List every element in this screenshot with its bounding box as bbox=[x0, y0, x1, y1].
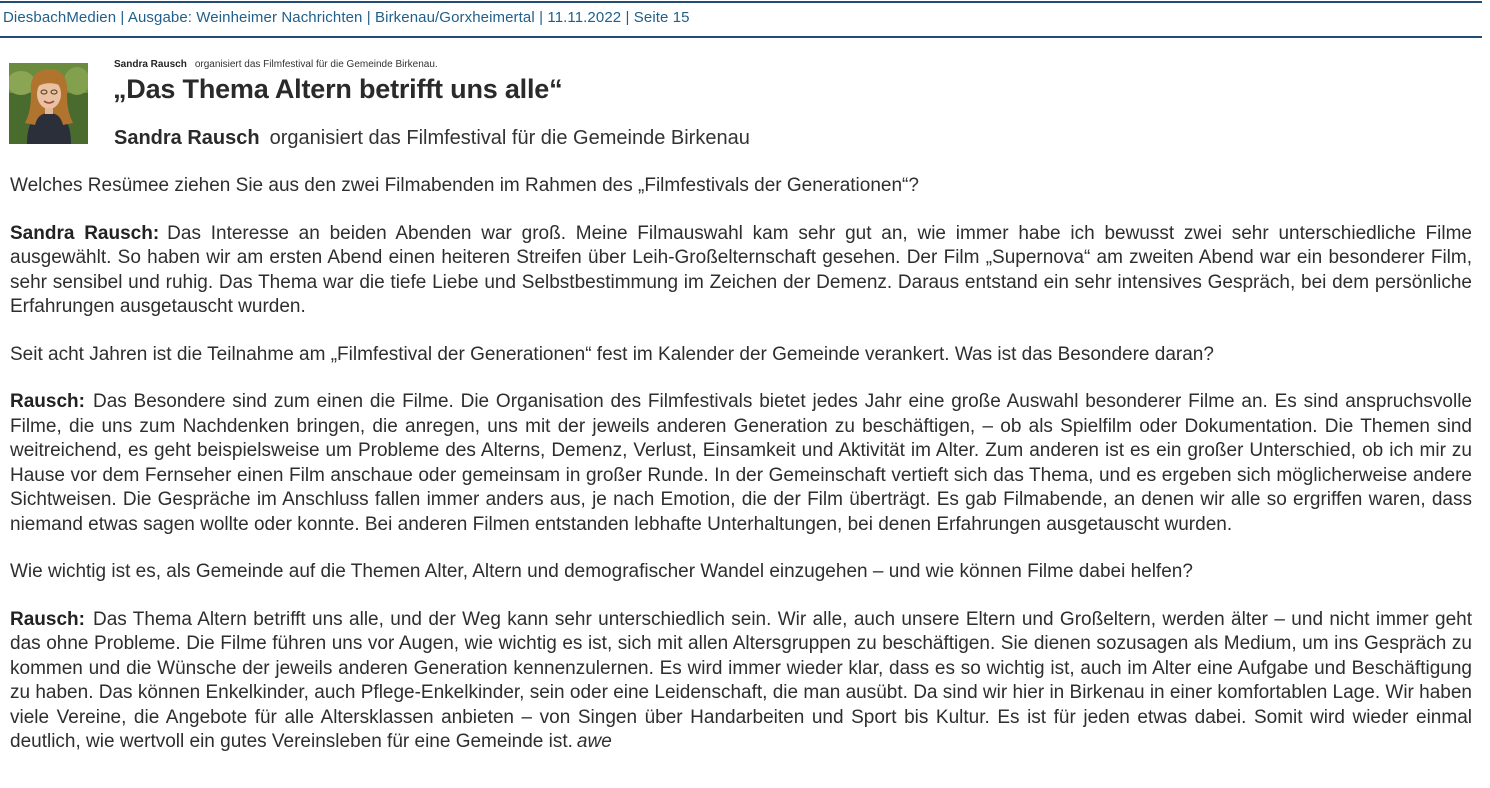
top-rule bbox=[0, 1, 1482, 3]
subtitle-name: Sandra Rausch bbox=[114, 127, 260, 149]
header-rule bbox=[0, 36, 1482, 38]
separator: | bbox=[539, 9, 548, 26]
section-link[interactable]: Birkenau/Gorxheimertal bbox=[375, 9, 535, 26]
kicker-name: Sandra Rausch bbox=[114, 59, 187, 70]
subtitle bbox=[114, 127, 750, 150]
edition-link[interactable]: Ausgabe: Weinheimer Nachrichten bbox=[127, 9, 363, 26]
kicker bbox=[114, 59, 438, 70]
author-signature: awe bbox=[576, 731, 612, 752]
date-link[interactable]: 11.11.2022 bbox=[547, 9, 622, 26]
portrait-icon bbox=[9, 63, 88, 144]
separator: | bbox=[625, 9, 634, 26]
answer-3-speaker: Rausch: bbox=[10, 608, 85, 630]
answer-2 bbox=[10, 390, 1472, 537]
answer-1 bbox=[10, 222, 1472, 320]
answer-2-text: Das Besondere sind zum einen die Filme. Die Organisation des Filmfestivals bietet jedes Jahr eine große Auswahl besonderer Filme an. Es sind anspruchsvolle Filme, die uns zum Nachdenken bringen, die anregen, uns mit der jeweils anderen Generation zu beschäftigen, – ob als Spielfilm oder Dokumentation. Die Themen sind weitreichend, es geht beispielsweise um Probleme des Alterns, Demenz, Verlust, Einsamkeit und Aktivität im Alter. Zum anderen ist es ein großer Unterschied, ob ich mir zu Hause vor dem Fernseher einen Film anschaue oder gemeinsam in großer Runde. In der Gemeinschaft vertieft sich das Thema, und es ergeben sich möglicherweise andere Sichtweisen. Die Gespräche im Anschluss fallen immer anders aus, je nach Emotion, die der Film überträgt. Es gab Filmabende, an denen wir alle so ergriffen waren, dass niemand etwas sagen wollte oder konnte. Bei anderen Filmen entstanden lebhafte Unterhaltungen, bei denen Erfahrungen ausgetauscht wurden. bbox=[10, 391, 1472, 535]
portrait-photo bbox=[9, 63, 88, 144]
answer-1-speaker: Sandra Rausch: bbox=[10, 222, 160, 244]
separator: | bbox=[120, 9, 128, 26]
answer-3 bbox=[10, 608, 1472, 755]
question-1: Welches Resümee ziehen Sie aus den zwei Filmabenden im Rahmen des „Filmfestivals der Generationen“? bbox=[10, 175, 919, 196]
question-2: Seit acht Jahren ist die Teilnahme am „Filmfestival der Generationen“ fest im Kalender der Gemeinde verankert. Was ist das Besondere daran? bbox=[10, 343, 1214, 365]
answer-1-text: Das Interesse an beiden Abenden war groß. Meine Filmauswahl kam sehr gut an, wie immer habe ich bewusst zwei sehr unterschiedliche Filme ausgewählt. So haben wir am ersten Abend einen heiteren Streifen über Leih-Großelternschaft gesehen. Der Film „Supernova“ am zweiten Abend war ein besonderer Film, sehr sensibel und ruhig. Das Thema war die tiefe Liebe und Selbstbestimmung im Zeichen der Demenz. Daraus entstand ein sehr intensives Gespräch, bei dem persönliche Erfahrungen ausgetauscht wurden. bbox=[10, 222, 1473, 317]
publisher-link[interactable]: DiesbachMedien bbox=[3, 9, 117, 26]
page-link[interactable]: Seite 15 bbox=[633, 9, 690, 26]
kicker-text: organisiert das Filmfestival für die Gemeinde Birkenau. bbox=[194, 59, 438, 70]
subtitle-text: organisiert das Filmfestival für die Gemeinde Birkenau bbox=[269, 127, 750, 149]
question-3: Wie wichtig ist es, als Gemeinde auf die Themen Alter, Altern und demografischer Wandel einzugehen – und wie können Filme dabei helfen? bbox=[10, 561, 1193, 582]
breadcrumb bbox=[3, 9, 690, 29]
article-title: „Das Thema Altern betrifft uns alle“ bbox=[113, 74, 563, 104]
answer-2-speaker: Rausch: bbox=[10, 391, 85, 412]
answer-3-text: Das Thema Altern betrifft uns alle, und der Weg kann sehr unterschiedlich sein. Wir alle, auch unsere Eltern und Großeltern, werden älter – und nicht immer geht das ohne Probleme. Die Filme führen uns vor Augen, wie wichtig es ist, sich mit allen Altersgruppen zu beschäftigen. Sie dienen sozusagen als Medium, um ins Gespräch zu kommen und die Wünsche der jeweils anderen Generation kennenzulernen. Es wird immer wieder klar, dass es so wichtig ist, auch im Alter eine Aufgabe und Beschäftigung zu haben. Das können Enkelkinder, auch Pflege-Enkelkinder, sein oder eine Leidenschaft, die man ausübt. Da sind wir hier in Birkenau in einer komfortablen Lage. Wir haben viele Vereine, die Angebote für alle Altersklassen anbieten – von Singen über Handarbeiten und Sport bis Kultur. Es ist für jeden etwas dabei. Somit wird wieder einmal deutlich, wie wertvoll ein gutes Vereinsleben für eine Gemeinde ist. bbox=[10, 608, 1472, 752]
article-body bbox=[10, 174, 1472, 778]
separator: | bbox=[366, 9, 376, 26]
